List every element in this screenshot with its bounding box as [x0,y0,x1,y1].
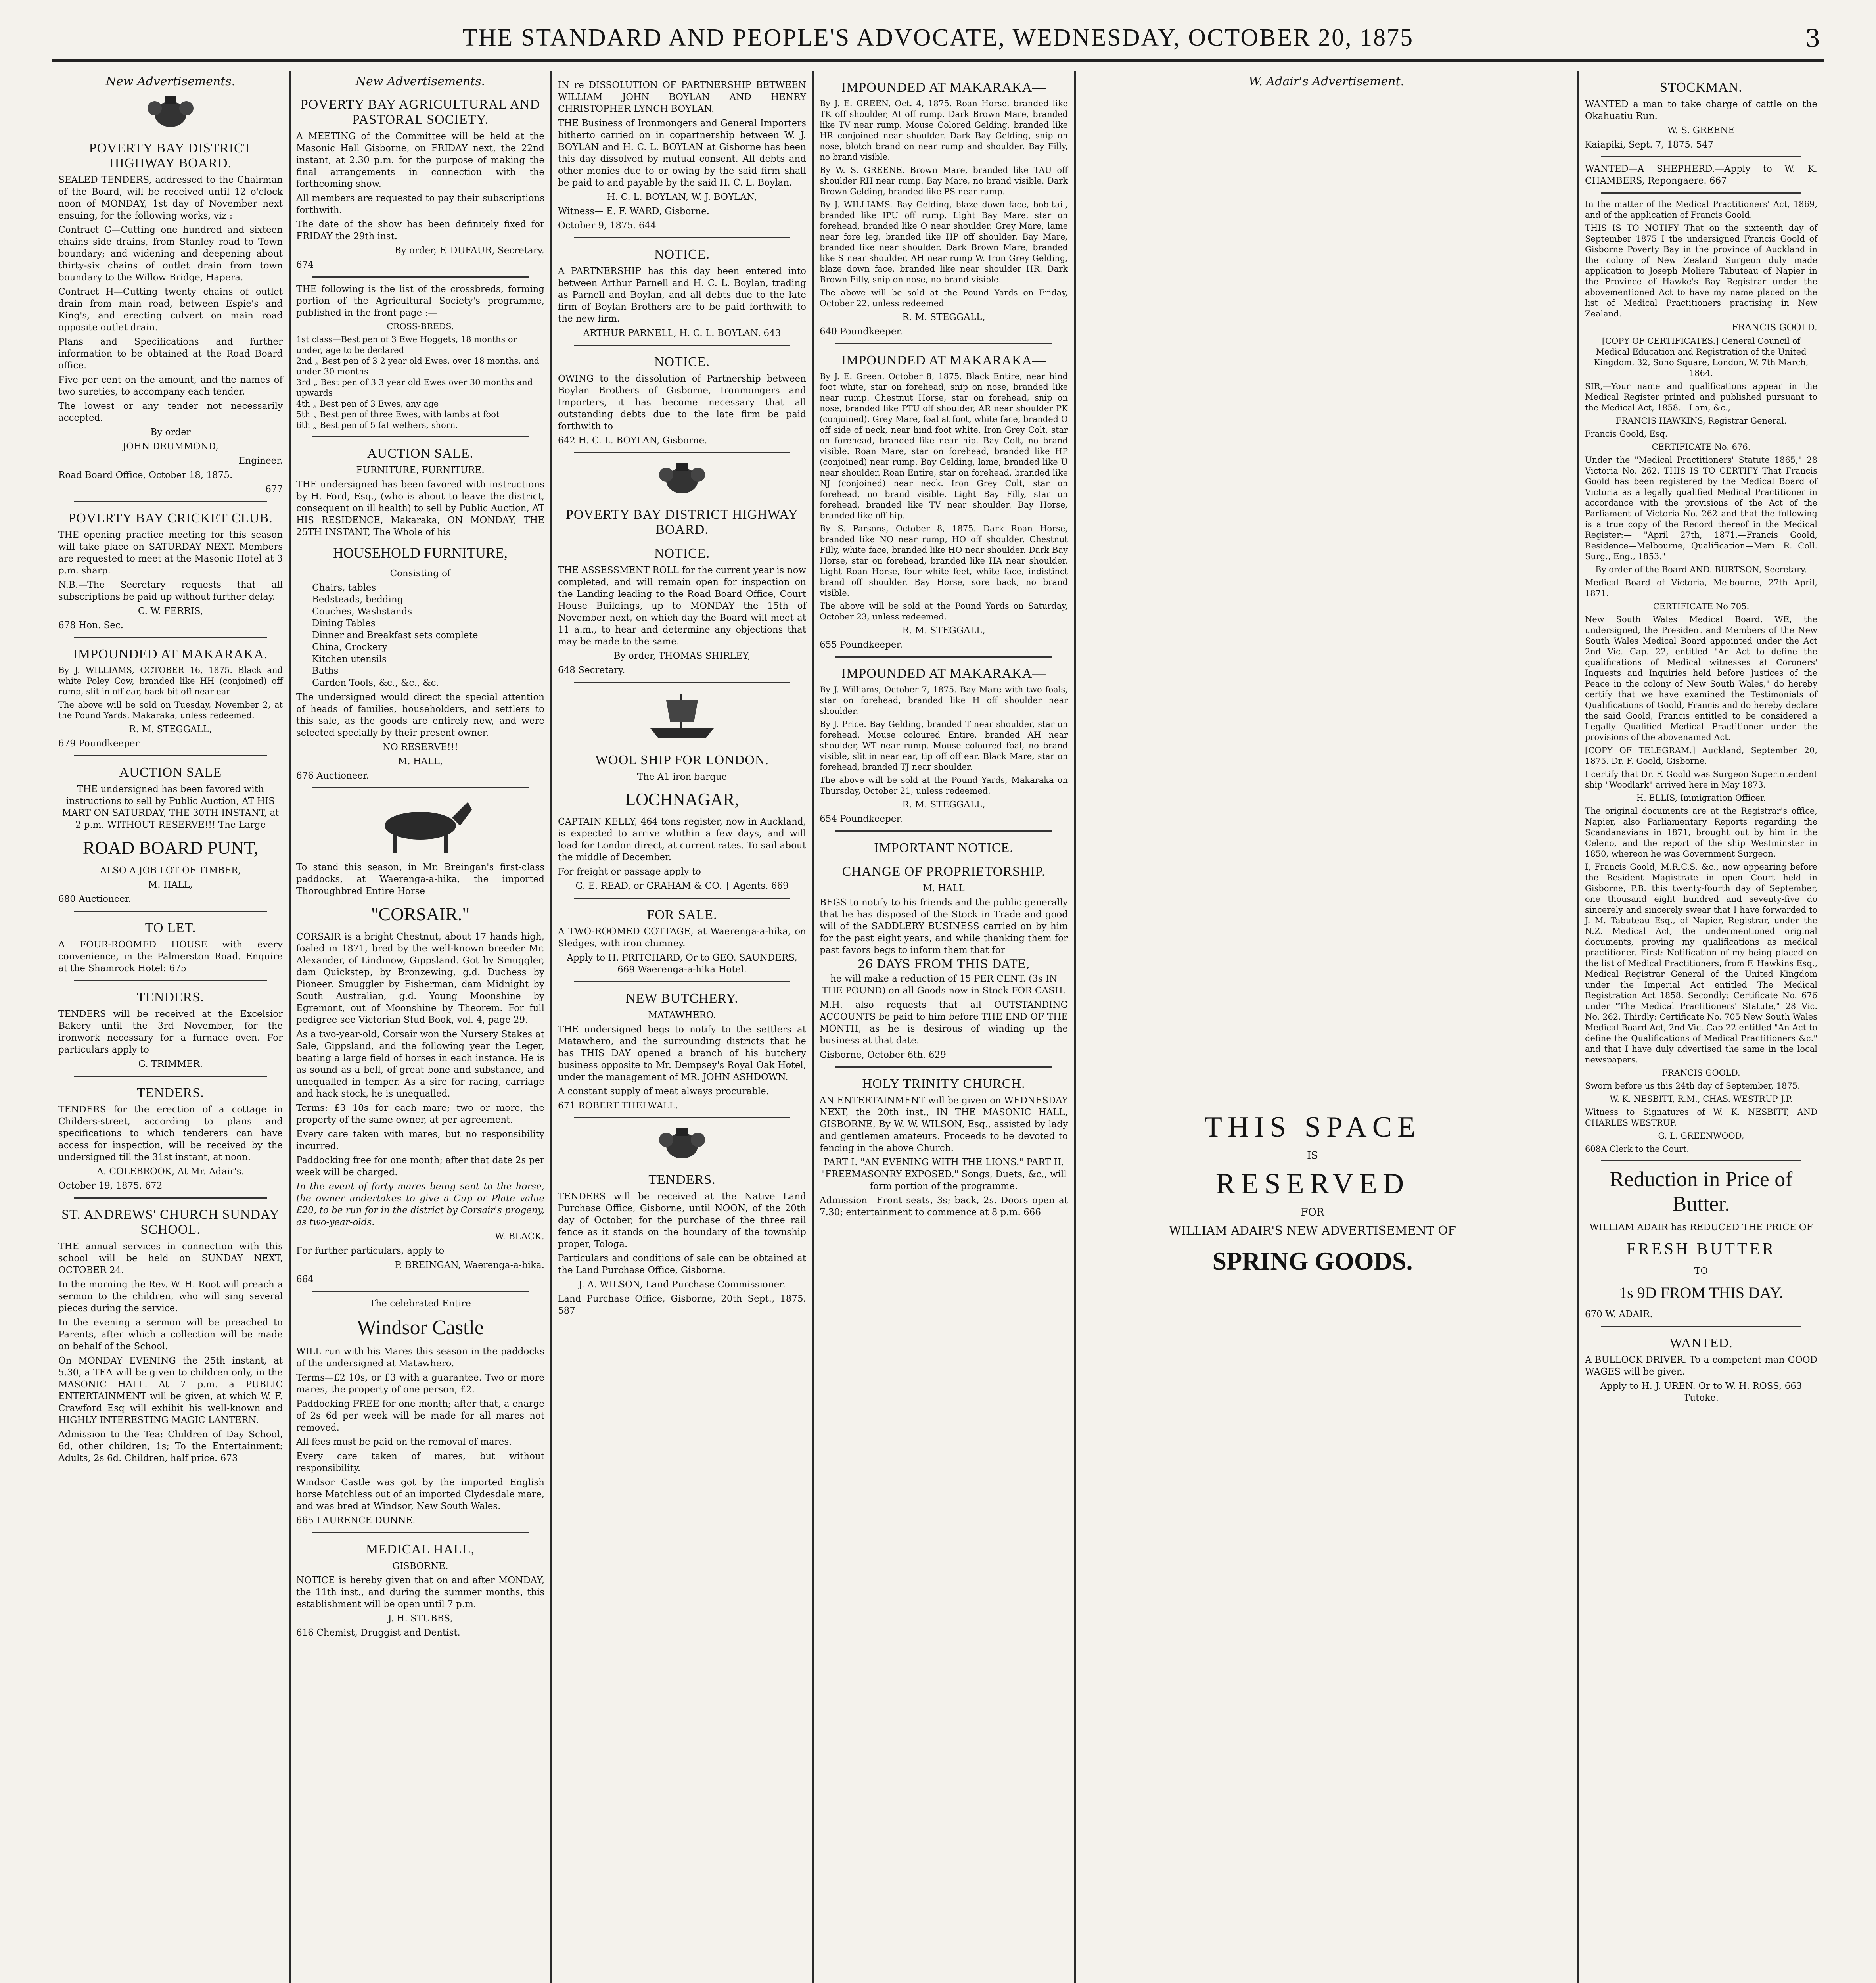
divider [1601,1160,1801,1161]
ad-body: The original documents are at the Registrar's office, Napier, also Parliamentary Reports regarding the Scandanavians in 1871, brought out by him in the Celeno, and the report of the ship Westminster in 1850, whereon he was Government Surgeon. [1585,806,1817,859]
ad-body: WANTED—A SHEPHERD.—Apply to W. K. CHAMBERS, Repongaere. 667 [1585,164,1817,186]
ad-body: THE undersigned begs to notify to the settlers at Matawhero, and the surrounding districts that he has THIS DAY opened a branch of his butchery business opposite to Mr. Dempsey's Royal Oak Hotel, under the management of MR. JOHN ASHDOWN. [558,1024,806,1082]
list-item: 5th „ Best pen of three Ewes, with lambs at foot [296,410,500,419]
ad-headline: ROAD BOARD PUNT, [82,838,259,858]
divider [312,1532,529,1533]
column-5 [1077,71,1576,1983]
ad-name: M. HALL [923,883,965,894]
coat-of-arms-icon [143,92,198,132]
ad-body: As a two-year-old, Corsair won the Nursery Stakes at Sale, Gippsland, and the following year the Leger, beating a large field of horses in each instance. He is as sound as a bell, of great bone and substance, and unequalled in temper. As a sire for racing, carriage and hack stock, he is unequalled. [296,1029,544,1099]
signature: G. E. READ, or GRAHAM & CO. } Agents. 669 [575,881,789,891]
ad-title: AUCTION SALE [119,765,222,780]
ad-body: WANTED a man to take charge of cattle on the Okahuatiu Run. [1585,99,1817,121]
list-item: Dinner and Breakfast sets complete [312,630,478,641]
ad-body: In the morning the Rev. W. H. Root will preach a sermon to the children, who will sing several pieces during the service. [58,1279,283,1314]
ad-title: POVERTY BAY AGRICULTURAL AND PASTORAL SOCIETY. [300,97,540,127]
ad-body: The above will be sold on Tuesday, November 2, at the Pound Yards, Makaraka, unless redeemed. [58,700,283,720]
ad-body: AN ENTERTAINMENT will be given on WEDNESDAY NEXT, the 20th inst., IN THE MASONIC HALL, GISBORNE, By W. W. WILSON, Esq., assisted by lady and gentlemen amateurs. Proceeds to be devoted to fencing in the above Church. [820,1095,1068,1153]
signature: M. HALL, [148,880,193,890]
ad-footer: 648 Secretary. [558,665,625,675]
ad-body: I certify that Dr. F. Goold was Surgeon Superintendent ship "Woodlark" arrived here in May 1873. [1585,769,1817,790]
column-1 [54,71,287,1983]
divider [835,1066,1052,1068]
reserved-line: WILLIAM ADAIR'S NEW ADVERTISEMENT OF [1169,1224,1456,1238]
ad-body: THE ASSESSMENT ROLL for the current year is now completed, and will remain open for inspection on the Landing leading to the Road Board Office, Court House Buildings, up to MONDAY the 15th of November next, on which day the Board will meet at 11 a.m., to hear and determine any objections that may be made to the same. [558,565,807,647]
ad-title: FOR SALE. [647,907,717,922]
ad-body: The date of the show has been definitely fixed for FRIDAY the 29th inst. [296,219,544,242]
ad-title: ST. ANDREWS' CHURCH SUNDAY SCHOOL. [61,1207,280,1237]
signature: Apply to H. J. UREN. Or to W. H. ROSS, 663 Tutoke. [1600,1381,1802,1403]
ad-footer: Gisborne, October 6th. 629 [820,1050,946,1060]
ad-body: Terms: £3 10s for each mare; two or more, the property of the same owner, at per agreement. [296,1103,544,1125]
divider [74,911,267,912]
ad-body: CORSAIR is a bright Chestnut, about 17 hands high, foaled in 1871, bred by the well-known breeder Mr. Alexander, of Lindinow, Gippsland. Got by Smuggler, dam Quickstep, by Bronzewing, g.d. Duchess by Pioneer. Smuggler by Fisherman, dam Midnight by South Australian, g.d. Young Moonshine by Egremont, out of Moonshine by Theorem. For full pedigree see Victorian Stud Book, vol. 4, page 29. [296,932,544,1025]
page-number: 3 [1805,24,1820,53]
reserved-goods: SPRING GOODS. [1212,1247,1413,1275]
divider [1601,1326,1801,1327]
ad-body: Paddocking FREE for one month; after that, a charge of 2s 6d per week will be made for all mares not removed. [296,1399,544,1433]
divider [74,637,267,638]
list-item: 2nd „ Best pen of 3 2 year old Ewes, over 18 months, and under 30 months [296,356,540,376]
ad-body: ALSO A JOB LOT OF TIMBER, [100,865,241,876]
signature: FRANCIS GOOLD. [1662,1068,1740,1078]
ad-body: On MONDAY EVENING the 25th instant, at 5.30, a TEA will be given to children only, in the MASONIC HALL. At 7 p.m. a PUBLIC ENTERTAINMENT will be given, at which W. F. Crawford Esq will exhibit his well-known and HIGHLY INTERESTING MAGIC LANTERN. [58,1356,283,1425]
ad-title: IMPOUNDED AT MAKARAKA— [841,80,1046,95]
signature: J. A. WILSON, Land Purchase Commissioner. [579,1279,786,1290]
ad-body: Plans and Specifications and further information to be obtained at the Road Board office. [58,337,283,371]
divider [574,981,790,982]
ad-body: A MEETING of the Committee will be held at the Masonic Hall Gisborne, on FRIDAY next, the 22nd instant, at 2.30 p.m. for the purpose of making the final arrangements in connection with the forthcoming show. [296,131,544,189]
divider [574,452,790,453]
list-item: 1st class—Best pen of 3 Ewe Hoggets, 18 months or under, age to be declared [296,335,517,355]
ship-icon [642,688,722,744]
ad-body: For further particulars, apply to [296,1246,445,1256]
divider [835,656,1052,658]
ad-footer: 671 ROBERT THELWALL. [558,1101,678,1111]
column-divider [1074,71,1076,1983]
ad-body: A TWO-ROOMED COTTAGE, at Waerenga-a-hika, on Sledges, with iron chimney. [558,926,806,949]
list-item: 3rd „ Best pen of 3 3 year old Ewes over 30 months and upwards [296,378,533,398]
ad-body: By W. S. GREENE. Brown Mare, branded like TAU off shoulder RH near rump. Bay Mare, no brand visible. Dark Brown Gelding, branded like PS near rump. [820,165,1068,196]
ad-body: In the matter of the Medical Practitioners' Act, 1869, and of the application of Francis Goold. [1585,199,1817,220]
ad-subtitle: CERTIFICATE No 705. [1653,602,1750,611]
ad-footer: 670 W. ADAIR. [1585,1309,1653,1319]
reserved-is: IS [1307,1150,1318,1162]
ad-title: NOTICE. [654,247,710,262]
ad-footer: 640 Poundkeeper. [820,326,903,337]
ad-footer: Kaiapiki, Sept. 7, 1875. 547 [1585,140,1714,150]
masthead-rule [52,59,1824,62]
list-heading: CROSS-BREDS. [387,322,454,331]
ad-title: TENDERS. [137,1085,204,1100]
list-item: Baths [312,666,339,676]
ad-body: By J. WILLIAMS, OCTOBER 16, 1875. Black and white Poley Cow, branded like HH (conjoined) off rump, slit in off ear, back bit off near ear [58,665,283,696]
ad-body: The undersigned would direct the special attention of heads of families, householders, and settlers to this sale, as the goods are entirely new, and were selected specially by their present owner. [296,692,544,738]
column-divider [1577,71,1579,1983]
ad-body: N.B.—The Secretary requests that all subscriptions be paid up without further delay. [58,580,283,602]
ad-body: Paddocking free for one month; after that date 2s per week will be charged. [296,1155,544,1178]
ad-body: SIR,—Your name and qualifications appear in the Medical Register printed and published pursuant to the Medical Act, 1858.—I am, &c., [1585,382,1817,412]
signature: FRANCIS HAWKINS, Registrar General. [1615,416,1787,426]
ad-body: PART I. "AN EVENING WITH THE LIONS." PART II. "FREEMASONRY EXPOSED." Songs, Duets, &c., will form portion of the programme. [821,1157,1067,1191]
signature: A. COLEBROOK, At Mr. Adair's. [97,1166,244,1177]
ad-body: BEGS to notify to his friends and the public generally that he has disposed of the Stock in Trade and good will of the SADDLERY BUSINESS carried on by him for the past eight years, and while thanking them for past favors begs to inform them that for [820,898,1068,955]
ad-footer: Land Purchase Office, Gisborne, 20th Sept., 1875. 587 [558,1294,806,1316]
ad-body: All fees must be paid on the removal of mares. [296,1437,512,1447]
reserved-title: THIS SPACE [1204,1111,1421,1143]
ad-headline: 26 DAYS FROM THIS DATE, [858,957,1030,971]
ad-headline: LOCHNAGAR, [625,790,739,809]
signature: M. HALL, [398,756,443,767]
ad-headline: FRESH BUTTER [1626,1240,1776,1258]
signature: W. BLACK. [494,1231,544,1242]
divider [74,1076,267,1077]
reserved-space [1079,1110,1546,1276]
ad-title: HOLY TRINITY CHURCH. [862,1076,1025,1091]
ad-body: In the evening a sermon will be preached to Parents, after which a collection will be made on behalf of the School. [58,1318,283,1352]
divider [312,787,529,788]
ad-headline: "CORSAIR." [371,904,470,924]
divider [574,1117,790,1118]
divider [312,276,529,278]
ad-body: M.H. also requests that all OUTSTANDING ACCOUNTS be paid to him before THE END OF THE MONTH, as he is desirous of winding up the business at that date. [820,1000,1068,1046]
ad-body: SEALED TENDERS, addressed to the Chairman of the Board, will be received until 12 o'clock noon of MONDAY, 1st day of November next ensuing, for the following works, viz : [58,175,283,221]
ad-body: By S. Parsons, October 8, 1875. Dark Roan Horse, branded like NO near rump, HO off shoulder. Chestnut Filly, white face, branded like HO near shoulder. Dark Bay Horse, star on forehead, branded like HA near shoulder. Light Roan Horse, four white feet, white face, indistinct brand off shoulder. Bay Horse, sore back, no brand visible. [820,524,1068,598]
signature: W. K. NESBITT, R.M., CHAS. WESTRUP J.P. [1610,1094,1793,1104]
signature: H. C. L. BOYLAN, W. J. BOYLAN, [607,192,757,202]
ad-body: Medical Board of Victoria, Melbourne, 27th April, 1871. [1585,578,1817,598]
column-4 [815,71,1073,1983]
ad-headline: 1s 9D FROM THIS DAY. [1619,1284,1783,1302]
ad-title: NEW BUTCHERY. [626,991,738,1006]
list-item: Kitchen utensils [312,654,387,664]
ad-title: POVERTY BAY DISTRICT HIGHWAY BOARD. [89,141,252,171]
column-divider [550,71,552,1983]
section-heading: New Advertisements. [105,75,236,88]
ad-body: he will make a reduction of 15 PER CENT. (3s IN THE POUND) on all Goods now in Stock FOR CASH. [822,974,1066,996]
ad-body: Every care taken of mares, but without responsibility. [296,1451,544,1473]
reserved-word: RESERVED [1215,1168,1410,1200]
ad-body: By J. WILLIAMS. Bay Gelding, blaze down face, bob-tail, branded like IPU off rump. Light Bay Mare, star on forehead, branded like O near shoulder. Grey Mare, lame near fore leg, branded like HP off shoulder. Bay Mare, branded like near shoulder. Dark Brown Mare, branded like S near shoulder, AH near rump W. Iron Grey Gelding, blaze down face, branded like near shoulder HR. Dark Brown Filly, snip on nose, no brand visible. [820,200,1068,284]
masthead [52,16,1824,63]
ad-body: All members are requested to pay their subscriptions forthwith. [296,193,544,215]
ad-body: By J. Price. Bay Gelding, branded T near shoulder, star on forehead. Mouse coloured Entire, branded AH near shoulder, WT near rump. Mouse coloured foal, no brand visible, slit in near ear, tip off off ear. Black Mare, star on forehead, branded TJ near shoulder. [820,719,1068,772]
divider [312,436,529,437]
ad-footer: 678 Hon. Sec. [58,620,124,631]
ad-body: Particulars and conditions of sale can be obtained at the Land Purchase Office, Gisborne. [558,1253,806,1275]
signature: ARTHUR PARNELL, H. C. L. BOYLAN. 643 [583,328,781,338]
list-item: 6th „ Best pen of 5 fat wethers, shorn. [296,420,458,430]
column-divider [812,71,814,1983]
divider [74,501,267,502]
ad-number: 664 [296,1274,314,1285]
divider [574,237,790,238]
ad-body: Witness to Signatures of W. K. NESBITT, AND CHARLES WESTRUP. [1585,1107,1817,1128]
ad-body: Contract G—Cutting one hundred and sixteen chains side drains, from Stanley road to Town boundary; and widening and deepening about thirty-six chains of outlet drain from town boundary to the Willow Bridge, Hapera. [58,225,283,283]
coat-of-arms-icon [654,1124,710,1164]
ad-title: MEDICAL HALL, [366,1542,475,1557]
ad-body: THIS IS TO NOTIFY That on the sixteenth day of September 1875 I the undersigned Francis Goold of Gisborne Poverty Bay in the province of Auckland in the colony of New Zealand Surgeon duly made application to Joseph Moliere Tabuteau of Napier in the Province of Hawke's Bay Registrar under the abovementioned Act to have my name placed on the list of Medical Practitioners practising in New Zealand. [1585,223,1817,318]
ad-headline: Reduction in Price of Butter. [1610,1167,1793,1216]
ad-body: Francis Goold, Esq. [1585,429,1668,439]
ad-body: Every care taken with mares, but no responsibility incurred. [296,1129,544,1151]
newspaper-title: THE STANDARD AND PEOPLE'S ADVOCATE, WEDNESDAY, OCTOBER 20, 1875 [462,24,1414,51]
ad-footer: Road Board Office, October 18, 1875. [58,470,233,480]
ad-subtitle: FURNITURE, FURNITURE. [356,465,485,476]
ad-subtitle: CERTIFICATE No. 676. [1652,442,1751,452]
ad-subtitle: NOTICE. [654,546,710,561]
ad-body: THE Business of Ironmongers and General Importers hitherto carried on in copartnership between W. J. BOYLAN and H. C. L. BOYLAN at Gisborne has been this day dissolved by mutual consent. All debts and other monies due to or owing by the said firm shall be paid to and payable by the said H. C. L. Boylan. [558,118,806,188]
signature: H. ELLIS, Immigration Officer. [1636,793,1766,803]
ad-body: To stand this season, in Mr. Breingan's first-class paddocks, at Waerenga-a-hika, the imported Thoroughbred Entire Horse [296,862,544,896]
ad-headline: Windsor Castle [357,1316,484,1339]
list-item: Bedsteads, bedding [312,595,403,605]
ad-body: The above will be sold at the Pound Yards on Saturday, October 23, unless redeemed. [820,601,1068,621]
ad-body: New South Wales Medical Board. WE, the undersigned, the President and Members of the New South Wales Medical Board appointed under the Act 2nd Vic. Cap. 22, entitled "An Act to define the qualifications of Medical witnesses at Coroners' Inquests and Inquiries held before Justices of the Peace in the colony of New South Wales," do hereby certify that we have examined the Testimonials of Qualifications of Goold, Francis and do hereby declare the said Goold, Francis entitled to be considered a Legally Qualified Medical Practitioner under the provisions of the abovenamed Act. [1585,615,1817,742]
signature: Apply to H. PRITCHARD, Or to GEO. SAUNDERS, 669 Waerenga-a-hika Hotel. [567,953,797,975]
ad-body: [COPY OF CERTIFICATES.] General Council of Medical Education and Registration of the United Kingdom, 32, Soho Square, London, W. 7th March, 1864. [1594,336,1809,378]
ad-body: TO [1694,1266,1708,1276]
ad-body: By J. E. Green, October 8, 1875. Black Entire, near hind foot white, star on forehead, snip on nose, branded like near rump. Chestnut Horse, star on forehead, snip on nose, branded like PTU off shoulder, AR near shoulder PK (conjoined). Grey Mare, foal at foot, white face, branded O off side of neck, near hind foot white. Iron Grey Colt, star on forehead, branded like near hip. Bay Colt, no brand visible. Roan Mare, star on forehead, branded like HP (conjoined) near rump. Bay Gelding, lame, branded like U near shoulder. Roan Entire, star on forehead, branded like NJ (conjoined) near neck. Iron Grey Colt, star on forehead, no brand visible. Light Bay Filly, star on forehead, branded like TV near shoulder. Bay Horse, branded like off hip. [820,372,1068,520]
ad-body: A FOUR-ROOMED HOUSE with every convenience, in the Palmerston Road. Enquire at the Shamrock Hotel: 675 [58,940,283,974]
divider [574,898,790,899]
ad-title: IMPOUNDED AT MAKARAKA. [73,647,268,662]
divider [74,980,267,981]
ad-subtitle: The A1 iron barque [637,772,727,782]
ad-body: WILLIAM ADAIR has REDUCED THE PRICE OF [1589,1222,1813,1233]
divider [1601,192,1801,194]
ad-title: IMPOUNDED AT MAKARAKA— [841,353,1046,368]
ad-subtitle: The celebrated Entire [370,1298,471,1309]
ad-body: The above will be sold at the Pound Yards, Makaraka on Thursday, October 21, unless redeemed. [820,775,1068,796]
list-item: Couches, Washstands [312,606,412,617]
signature: C. W. FERRIS, [138,606,203,616]
ad-footer: 680 Auctioneer. [58,894,131,904]
ad-body: THE following is the list of the crossbreds, forming portion of the Agricultural Society's programme, published in the front page :— [296,284,544,318]
ad-body: NOTICE is hereby given that on and after MONDAY, the 11th inst., and during the summer months, this establishment will be open until 7 p.m. [296,1575,544,1609]
section-heading: W. Adair's Advertisement. [1248,75,1405,88]
ad-body: TENDERS for the erection of a cottage in Childers-street, according to plans and specifications to which tenderers can have access for inspection, will be received by the undersigned till the 31st instant, at noon. [58,1105,283,1162]
ad-footer: 679 Poundkeeper [58,738,140,749]
signature: R. M. STEGGALL, [129,724,212,735]
ad-body: Contract H—Cutting twenty chains of outlet drain from main road, between Espie's and King's, and erecting culvert on main road opposite outlet drain. [58,287,283,333]
list-item: China, Crockery [312,642,387,652]
signature: J. H. STUBBS, [388,1613,453,1624]
witness: Witness— E. F. WARD, Gisborne. [558,206,710,217]
ad-number: 677 [265,484,283,495]
signature: W. S. GREENE [1667,125,1735,136]
signature: By order, F. DUFAUR, Secretary. [394,245,544,256]
list-item: Garden Tools, &c., &c., &c. [312,678,439,688]
signature: FRANCIS GOOLD. [1731,322,1817,333]
ad-body: [COPY OF TELEGRAM.] Auckland, September 20, 1875. Dr. F. Goold, Gisborne. [1585,746,1817,766]
column-3 [553,71,811,1983]
ad-subtitle: CHANGE OF PROPRIETORSHIP. [842,864,1046,879]
column-2 [291,71,549,1983]
ad-body: Windsor Castle was got by the imported English horse Matchless out of an imported Clydesdale mare, and was bred at Windsor, New South Wales. [296,1477,544,1511]
ad-footer: October 9, 1875. 644 [558,221,656,231]
ad-number: 674 [296,260,314,270]
ad-body: Under the "Medical Practitioners' Statute 1865," 28 Victoria No. 262. THIS IS TO CERTIFY That Francis Goold has been registered by the Medical Board of Victoria as a legally qualified Medical Practitioner in accordance with the provisions of the Act of the Parliament of Victoria No. 262 and that the following is a true copy of the Record thereof in the Medical Register:— "April 27th, 1871.—Francis Goold, Residence—Melbourne, Qualification—Mem. R. Coll. Surg., Eng., 1853." [1585,455,1817,561]
ad-body: The above will be sold at the Pound Yards on Friday, October 22, unless redeemed [820,288,1068,308]
ad-title: TENDERS. [648,1172,716,1187]
ad-body: Terms—£2 10s, or £3 with a guarantee. Two or more mares, the property of one person, £2. [296,1373,544,1395]
ad-title: POVERTY BAY CRICKET CLUB. [68,511,273,525]
ad-body: THE undersigned has been favored with instructions by H. Ford, Esq., (who is about to leave the district, consequent on ill health) to sell by Public Auction, AT HIS RESIDENCE, Makaraka, ON MONDAY, THE 25TH INSTANT, The Whole of his [296,479,544,537]
divider [574,682,790,683]
ad-body: WILL run with his Mares this season in the paddocks of the undersigned at Matawhero. [296,1346,544,1369]
list-item: Dining Tables [312,618,376,629]
ad-title: AUCTION SALE. [367,446,473,461]
divider [74,755,267,756]
ad-title: WOOL SHIP FOR LONDON. [595,753,769,767]
signature: Engineer. [238,456,283,466]
signature: 642 H. C. L. BOYLAN, Gisborne. [558,435,707,446]
ad-footer: 654 Poundkeeper. [820,814,903,824]
signature: G. TRIMMER. [138,1059,203,1069]
ad-body: In the event of forty mares being sent to the horse, the owner undertakes to give a Cup or Plate value £20, to be run for in the district by Corsair's progeny, as two-year-olds. [296,1181,544,1227]
ad-subtitle: MATAWHERO. [648,1010,716,1020]
ad-body: THE undersigned has been favored with instructions to sell by Public Auction, AT HIS MART ON SATURDAY, THE 30TH INSTANT, at 2 p.m. WITHOUT RESERVE!!! The Large [62,784,279,830]
ad-footer: 665 LAURENCE DUNNE. [296,1515,416,1526]
ad-footer: 608A Clerk to the Court. [1585,1144,1689,1154]
divider [835,830,1052,832]
ad-title: NOTICE. [654,355,710,369]
ad-title: IMPOUNDED AT MAKARAKA— [841,666,1046,681]
ad-body: Sworn before us this 24th day of September, 1875. [1585,1081,1800,1091]
ad-body: TENDERS will be received at the Native Land Purchase Office, Gisborne, until NOON, of the 20th day of October, for the purchase of the three rail fence as it stands on the boundary of the township proper, Tologa. [558,1191,806,1249]
signature: R. M. STEGGALL, [902,800,985,810]
signature: G. L. GREENWOOD, [1658,1131,1744,1141]
ad-subtitle: GISBORNE. [392,1561,448,1571]
horse-icon [361,794,480,857]
ad-footer: 655 Poundkeeper. [820,640,903,650]
ad-body: For freight or passage apply to [558,867,701,877]
ad-body: A PARTNERSHIP has this day been entered into between Arthur Parnell and H. C. L. Boylan, trading as Parnell and Boylan, and all debts due to the late firm of Boylan Brothers are to be paid forthwith to the new firm. [558,266,806,324]
signature: R. M. STEGGALL, [902,625,985,636]
divider [574,345,790,346]
ad-headline: HOUSEHOLD FURNITURE, [333,545,508,561]
ad-title: TENDERS. [137,990,204,1005]
ad-title: IN re DISSOLUTION OF PARTNERSHIP BETWEEN WILLIAM JOHN BOYLAN AND HENRY CHRISTOPHER LYNCH BOYLAN. [558,80,806,114]
ad-body: Admission—Front seats, 3s; back, 2s. Doors open at 7.30; entertainment to commence at 8 p.m. 666 [820,1195,1068,1218]
ad-body: By J. Williams, October 7, 1875. Bay Mare with two foals, star on forehead, branded like H off shoulder near shoulder. [820,685,1068,716]
ad-title: IMPORTANT NOTICE. [874,840,1014,855]
signature: By order [150,427,191,437]
ad-footer: 676 Auctioneer. [296,771,369,781]
divider [312,1291,529,1292]
signature: By order, THOMAS SHIRLEY, [613,651,751,661]
coat-of-arms-icon [654,459,710,499]
column-6 [1580,71,1822,1983]
ad-footer: October 19, 1875. 672 [58,1181,163,1191]
ad-body: CAPTAIN KELLY, 464 tons register, now in Auckland, is expected to arrive whithin a few days, and will load for London direct, at current rates. To sail about the middle of December. [558,817,806,863]
signature: By order of the Board AND. BURTSON, Secretary. [1595,565,1807,574]
ad-body: The lowest or any tender not necessarily accepted. [58,401,283,423]
section-heading: New Advertisements. [355,75,485,88]
ad-title: STOCKMAN. [1660,80,1742,95]
reserved-for: FOR [1301,1206,1324,1218]
ad-title: TO LET. [145,921,196,935]
ad-body: THE opening practice meeting for this season will take place on SATURDAY NEXT. Members are requested to meet at the Masonic Hotel at 3 p.m. sharp. [58,530,283,576]
ad-title: POVERTY BAY DISTRICT HIGHWAY BOARD. [565,507,799,537]
column-divider [289,71,291,1983]
signature: R. M. STEGGALL, [902,312,985,322]
ad-body: I, Francis Goold, M.R.C.S. &c., now appearing before the Resident Magistrate in open Court held in Gisborne, P.B. this twenty-fourth day of September, one thousand eight hundred and seventy-five do sincerely and sincerely swear that I have forwarded to J. M. Tabuteau Esq., of Napier, Registrar, under the N.Z. Medical Act, the undermentioned original documents, proving my qualifications as medical practitioner. First: Notification of my being placed on the list of Medical Practitioners, from F. Hawkins Esq., Medical Registrar General of the United Kingdom under the Imperial Act entitled The Medical Registration Act 1858. Secondly: Certificate No. 676 under "The Medical Practitioners' Statute," 28 Vic. No. 262. Thirdly: Certificate No. 705 New South Wales Medical Board Act, 2nd Vic. Cap 22 entitled "An Act to define the Qualifications of Medical Practitioners &c." and that I have duly advertised the same in the local newspapers. [1585,862,1817,1064]
divider [1601,156,1801,157]
ad-body: TENDERS will be received at the Excelsior Bakery until the 3rd November, for the ironwork necessary for a furnace oven. For particulars apply to [58,1009,283,1055]
signature: P. BREINGAN, Waerenga-a-hika. [395,1260,544,1270]
ad-body: Five per cent on the amount, and the names of two sureties, to accompany each tender. [58,375,283,397]
ad-title: WANTED. [1669,1336,1733,1350]
ad-footer: 616 Chemist, Druggist and Dentist. [296,1628,460,1638]
ad-body: Admission to the Tea: Children of Day School, 6d, other children, 1s; To the Entertainment: Adults, 2s 6d. Children, half price. 673 [58,1429,283,1463]
ad-body: By J. E. GREEN, Oct. 4, 1875. Roan Horse, branded like TK off shoulder, AI off rump. Dark Brown Mare, branded like TV near rump. Mouse Colored Gelding, branded like HR conjoined near shoulder. Dark Bay Gelding, snip on nose, blotch brand on near rump and shoulder. Bay Filly, no brand visible. [820,99,1068,162]
list-item: Chairs, tables [312,583,376,593]
ad-body: THE annual services in connection with this school will be held on SUNDAY NEXT, OCTOBER 24. [58,1241,283,1275]
divider [74,1197,267,1199]
list-item: 4th „ Best pen of 3 Ewes, any age [296,399,439,408]
ad-body: A constant supply of meat always procurable. [558,1086,769,1097]
ad-body: Consisting of [390,568,451,579]
ad-body: NO RESERVE!!! [382,742,458,752]
divider [835,343,1052,344]
signature: JOHN DRUMMOND, [123,441,218,452]
ad-body: A BULLOCK DRIVER. To a competent man GOOD WAGES will be given. [1585,1355,1817,1377]
ad-body: OWING to the dissolution of Partnership between Boylan Brothers of Gisborne, Ironmongers and Importers, it has become necessary that all outstanding debts due to the late firm be paid forthwith to [558,374,806,432]
